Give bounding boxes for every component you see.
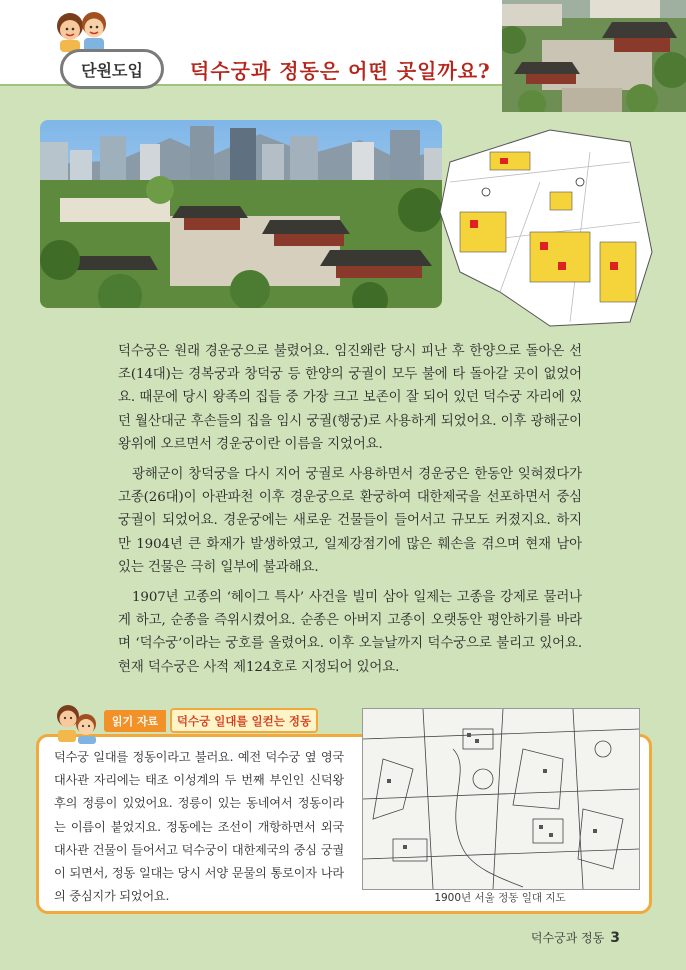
page-number: 3 (610, 930, 620, 946)
body-paragraph: 덕수궁은 원래 경운궁으로 불렸어요. 임진왜란 당시 피난 후 한양으로 돌아온 선조(14대)는 경복궁과 창덕궁 등 한양의 궁궐이 모두 불에 타 돌아갈 곳이 없었어요. 때문에 당시 왕족의 집들 중 가장 크고 보존이 잘 되어 있던 덕수궁 자리에 있던 월산대군 후손들의 집을 임시 궁궐(행궁)로 사용하게 되었어요. 이후 광해군이 왕위에 오르면서 경운궁이란 이름을 지었어요. (118, 344, 582, 452)
reading-material-tag: 읽기 자료 (104, 710, 166, 732)
palace-aerial-photo (502, 0, 686, 112)
reading-material-title: 덕수궁 일대를 일컫는 정동 (170, 708, 318, 733)
children-illustration-icon (48, 6, 118, 54)
children-reading-icon (52, 700, 104, 744)
page-footer (531, 929, 620, 946)
old-jeongdong-map (362, 708, 640, 890)
unit-intro-badge: 단원도입 (60, 49, 164, 89)
body-paragraph: 1907년 고종의 ‘헤이그 특사’ 사건을 빌미 삼아 일제는 고종을 강제로 물러나게 하고, 순종을 즉위시켰어요. 순종은 아버지 고종이 오랫동안 평안하기를 바라며 ‘덕수궁’이라는 궁호를 올렸어요. 이후 오늘날까지 덕수궁으로 불리고 있어요. 현재 덕수궁은 사적 제124호로 지정되어 있어요. (118, 590, 582, 675)
deoksugung-city-photo (40, 120, 442, 308)
reading-body-text: 덕수궁 일대를 정동이라고 불러요. 예전 덕수궁 옆 영국대사관 자리에는 태조 이성계의 두 번째 부인인 신덕왕후의 정릉이 있었어요. 정릉이 있는 동네여서 정동이라는 이름이 붙었지요. 정동에는 조선이 개항하면서 외국 대사관 건물이 들어서고 덕수궁이 대한제국의 중심 궁궐이 되면서, 정동 일대는 당시 서양 문물의 통로이자 나라의 중심지가 되었어요. (54, 750, 344, 904)
footer-section-title: 덕수궁과 정동 (530, 931, 605, 945)
page-title: 덕수궁과 정동은 어떤 곳일까요? (190, 59, 491, 83)
palace-layout-map (430, 122, 654, 330)
map-caption: 1900년 서울 정동 일대 지도 (434, 892, 566, 904)
main-body-text (118, 340, 582, 686)
body-paragraph: 광해군이 창덕궁을 다시 지어 궁궐로 사용하면서 경운궁은 한동안 잊혀졌다가 고종(26대)이 아관파천 이후 경운궁으로 환궁하여 대한제국을 선포하면서 중심 궁궐이 되었어요. 경운궁에는 새로운 건물들이 들어서고 규모도 커졌지요. 하지만 1904년 큰 화재가 발생하였고, 일제강점기에 많은 훼손을 겪으며 현재 남아 있는 건물은 극히 일부에 불과해요. (118, 467, 582, 575)
